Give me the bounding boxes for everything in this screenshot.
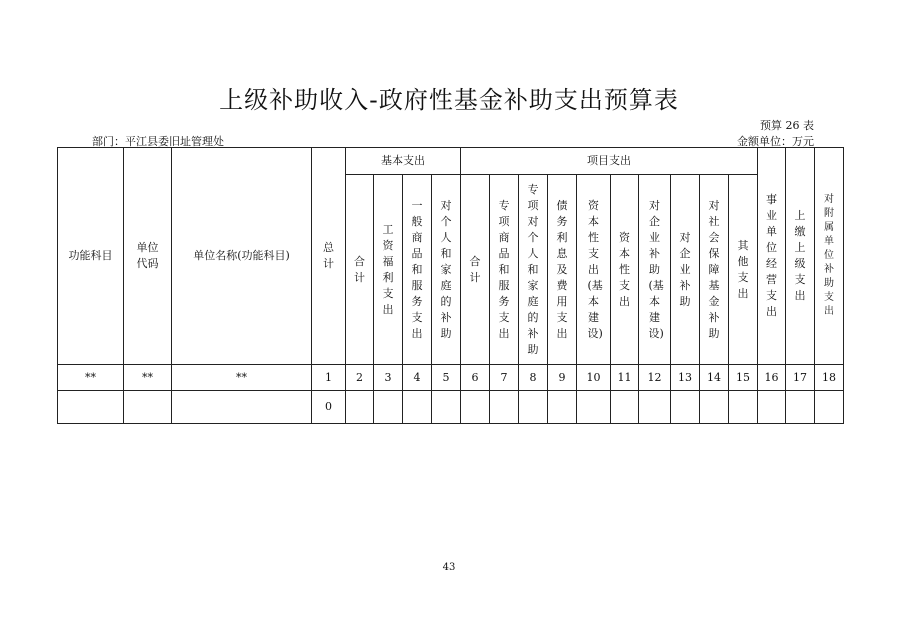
header-special-individual: 专项对个人和家庭的补助 — [519, 175, 548, 365]
data-cell — [729, 391, 758, 424]
data-cell — [461, 391, 490, 424]
data-cell-total: 0 — [312, 391, 346, 424]
header-individual: 对个人和家庭的补助 — [432, 175, 461, 365]
header-affiliated: 对附属单位补助支出 — [815, 148, 844, 365]
index-cell: ** — [172, 365, 312, 391]
index-cell: 5 — [432, 365, 461, 391]
data-cell — [700, 391, 729, 424]
index-cell: 16 — [758, 365, 786, 391]
header-total: 总计 — [312, 148, 346, 365]
header-goods: 一般商品和服务支出 — [403, 175, 432, 365]
header-debt: 债务利息及费用支出 — [548, 175, 577, 365]
form-number: 预算 26 表 — [760, 119, 814, 132]
index-cell: 11 — [611, 365, 639, 391]
index-cell: 10 — [577, 365, 611, 391]
header-other: 其他支出 — [729, 175, 758, 365]
index-cell: 18 — [815, 365, 844, 391]
data-cell — [786, 391, 815, 424]
header-upper: 上缴上级支出 — [786, 148, 815, 365]
header-capital: 资本性支出(基本建设) — [577, 175, 611, 365]
index-row — [58, 365, 844, 391]
index-cell: 7 — [490, 365, 519, 391]
department-label: 部门：平江县委旧址管理处 — [92, 135, 224, 148]
index-cell: 2 — [346, 365, 374, 391]
header-enterprise2: 对企业补助 — [671, 175, 700, 365]
data-cell — [577, 391, 611, 424]
header-wage: 工资福利支出 — [374, 175, 403, 365]
data-row — [58, 391, 844, 424]
unit-label: 金额单位：万元 — [737, 135, 814, 148]
header-business: 事业单位经营支出 — [758, 148, 786, 365]
header-basic-total: 合计 — [346, 175, 374, 365]
data-cell — [374, 391, 403, 424]
index-cell: 1 — [312, 365, 346, 391]
header-unit-name: 单位名称(功能科目) — [172, 148, 312, 365]
header-enterprise: 对企业补助(基本建设) — [639, 175, 671, 365]
data-cell — [671, 391, 700, 424]
index-cell: ** — [124, 365, 172, 391]
data-cell — [346, 391, 374, 424]
index-cell: 9 — [548, 365, 577, 391]
budget-table — [57, 147, 844, 424]
header-project-total: 合计 — [461, 175, 490, 365]
index-cell: 4 — [403, 365, 432, 391]
index-cell: 17 — [786, 365, 815, 391]
index-cell: 13 — [671, 365, 700, 391]
header-function-subject: 功能科目 — [58, 148, 124, 365]
index-cell: 6 — [461, 365, 490, 391]
index-cell: ** — [58, 365, 124, 391]
index-cell: 14 — [700, 365, 729, 391]
data-cell — [611, 391, 639, 424]
header-special-goods: 专项商品和服务支出 — [490, 175, 519, 365]
header-basic-group: 基本支出 — [346, 148, 461, 175]
data-cell — [172, 391, 312, 424]
header-project-group: 项目支出 — [461, 148, 758, 175]
index-cell: 15 — [729, 365, 758, 391]
page-number: 43 — [442, 562, 456, 573]
data-cell — [548, 391, 577, 424]
header-social: 对社会保障基金补助 — [700, 175, 729, 365]
data-cell — [58, 391, 124, 424]
index-cell: 8 — [519, 365, 548, 391]
data-cell — [432, 391, 461, 424]
header-unit-code: 单位代码 — [124, 148, 172, 365]
data-cell — [639, 391, 671, 424]
index-cell: 3 — [374, 365, 403, 391]
index-cell: 12 — [639, 365, 671, 391]
header-row-group — [58, 148, 844, 175]
header-capital2: 资本性支出 — [611, 175, 639, 365]
data-cell — [815, 391, 844, 424]
data-cell — [124, 391, 172, 424]
page-title: 上级补助收入-政府性基金补助支出预算表 — [219, 86, 679, 114]
data-cell — [403, 391, 432, 424]
data-cell — [758, 391, 786, 424]
data-cell — [490, 391, 519, 424]
data-cell — [519, 391, 548, 424]
